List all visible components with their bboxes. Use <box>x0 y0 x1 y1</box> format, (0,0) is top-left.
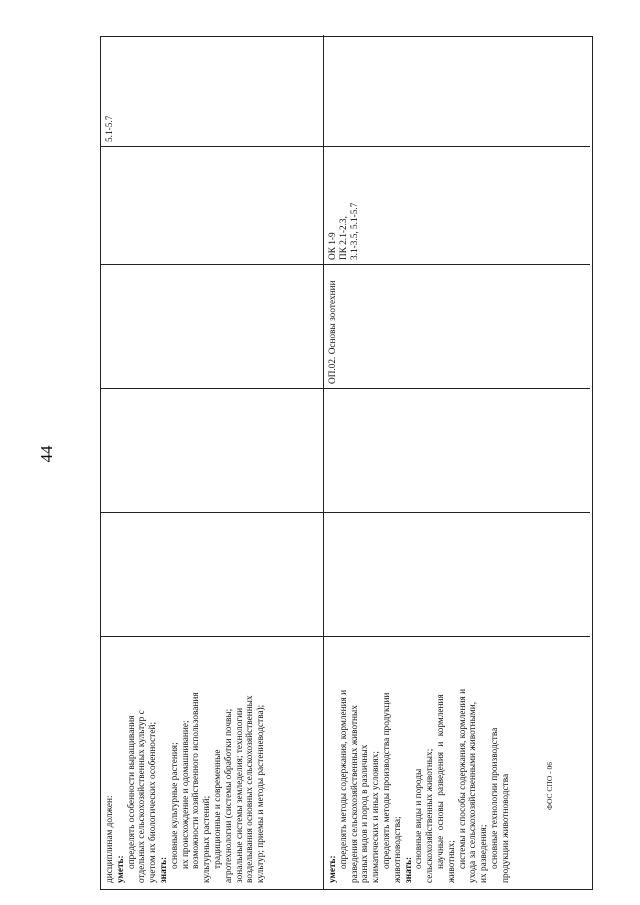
text-line: определять особенности выращивания <box>126 715 137 869</box>
text-line: культурных растений; <box>202 795 213 883</box>
text-line: дисциплинам должен: <box>105 795 115 883</box>
competency-table <box>100 36 593 890</box>
text-line: агротехнологии (системы обработки почвы; <box>223 708 234 883</box>
text-line: определять методы содержания, кормления и <box>338 689 349 869</box>
text-line: учетом их биологических особенностей; <box>148 721 159 883</box>
empty-cell <box>101 388 323 512</box>
text-line: основные культурные растения; <box>169 742 180 869</box>
text-line: продукции животноводства <box>500 773 511 883</box>
text-line: разведения сельскохозяйственных животных <box>349 705 360 883</box>
competencies-right-cell <box>324 35 590 146</box>
text-line: научные основы разведения и кормления <box>435 694 446 869</box>
text-line: уметь: <box>115 855 126 883</box>
competencies-cell: ОК 1-9 ПК 2.1-2.3, 3.1-3.5, 5.1-5.7 <box>324 146 590 264</box>
text-line: основные технологии производства <box>489 727 500 869</box>
empty-cell <box>101 512 323 636</box>
text-line: животноводства; <box>392 816 403 883</box>
table-row <box>101 35 324 889</box>
discipline-cell: ОП.02. Основы зоотехнии <box>324 264 590 388</box>
text-line: возможности хозяйственного использования <box>191 692 202 869</box>
competencies-cell <box>101 146 323 264</box>
text-line: основные виды и породы <box>414 768 425 869</box>
text-line: культур; приемы и методы растениеводства); <box>256 704 267 883</box>
discipline-cell <box>101 264 323 388</box>
footer-label: ФОС СПО - 06 <box>545 762 554 810</box>
text-line: животных; <box>446 840 457 883</box>
empty-cell <box>324 512 590 636</box>
text-line: ухода за сельскохозяйственными животными, <box>468 701 479 883</box>
text-line: зональные системы земледелия; технологии <box>234 707 245 883</box>
text-line: системы и способы содержания, кормления и <box>457 688 468 869</box>
text-line: возделывания основных сельскохозяйственных <box>245 695 256 883</box>
text-line: знать: <box>403 856 414 883</box>
text-line: традиционные и современные <box>212 749 223 869</box>
text-line: их разведения; <box>479 824 490 883</box>
text-line: уметь: <box>328 855 338 883</box>
text-line: отдельных сельскохозяйственных культур с <box>137 710 148 883</box>
text-line: определять методы производства продукции <box>381 692 392 869</box>
competencies-right-cell: 5.1-5.7 <box>105 115 115 142</box>
text-line: сельскохозяйственных животных; <box>425 748 436 883</box>
page-number: 44 <box>37 445 56 463</box>
text-line: знать: <box>158 856 169 883</box>
requirements-cell <box>101 636 323 889</box>
text-line: климатических и иных условиях; <box>371 751 382 883</box>
text-line: их происхождение и одомашнивание; <box>180 720 191 869</box>
text-line: разных видов и пород в различных <box>360 744 371 883</box>
empty-cell <box>324 388 590 512</box>
